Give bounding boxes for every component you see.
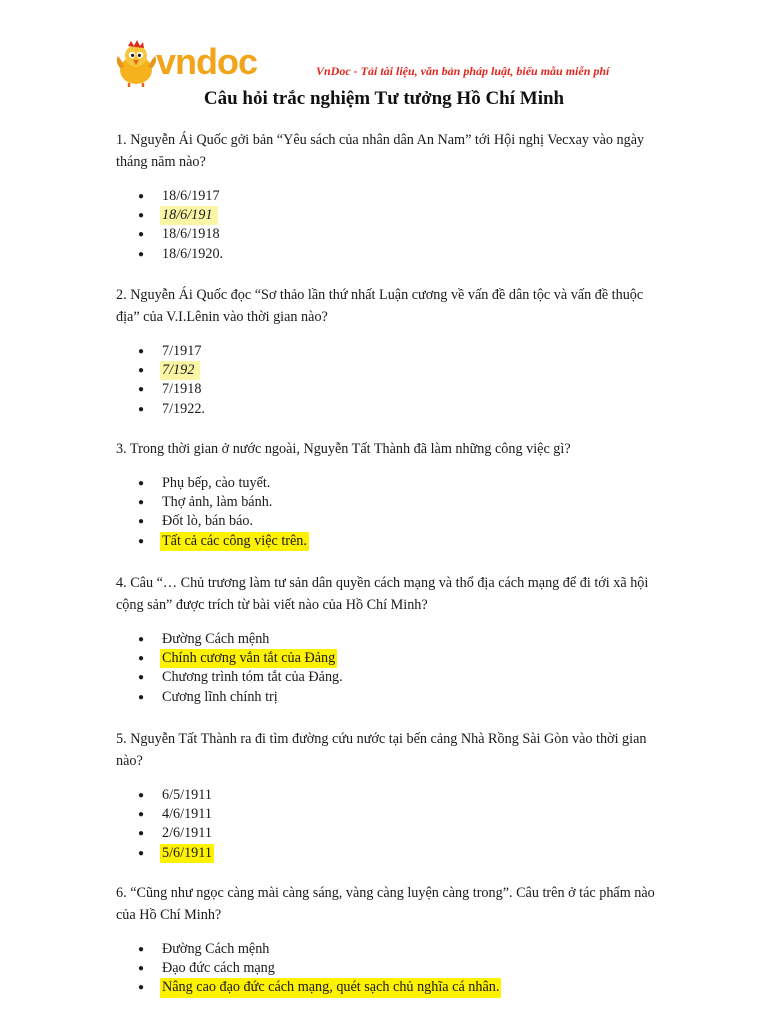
question-text: 1. Nguyễn Ái Quốc gởi bản “Yêu sách của nhân dân An Nam” tới Hội nghị Vecxay vào ngày tháng năm nào?	[116, 132, 645, 170]
answer-option: ● Đường Cách mệnh	[116, 940, 656, 959]
answer-option: ● Thợ ảnh, làm bánh.	[116, 493, 656, 512]
answer-option-highlighted: ● Chính cương vắn tắt của Đảng	[116, 649, 656, 668]
answer-option: ● 7/1918	[116, 380, 656, 399]
answer-option: ● 2/6/1911	[116, 824, 656, 843]
answer-list	[116, 342, 656, 419]
answer-option: ● 4/6/1911	[116, 805, 656, 824]
answer-option: ● 7/1922.	[116, 400, 656, 419]
question-text: 2. Nguyễn Ái Quốc đọc “Sơ thảo lần thứ nhất Luận cương về vấn đề dân tộc và vấn đề thuộc địa” của V.I.Lênin vào thời gian nào?	[116, 287, 644, 325]
question-text: 5. Nguyễn Tất Thành ra đi tìm đường cứu nước tại bến cảng Nhà Rồng Sài Gòn vào thời gian nào?	[116, 731, 647, 769]
question-2	[116, 284, 656, 419]
bullet-icon: ●	[138, 790, 145, 801]
bullet-icon: ●	[138, 944, 145, 955]
bullet-icon: ●	[138, 403, 145, 415]
answer-option-highlighted: ● 7/192	[116, 361, 656, 380]
answer-option: ● 18/6/1917	[116, 187, 656, 206]
answer-list	[116, 630, 656, 707]
bullet-icon: ●	[138, 634, 145, 645]
answer-option-highlighted: ● Tất cả các công việc trên.	[116, 532, 656, 551]
bullet-icon: ●	[138, 365, 145, 377]
chicken-mascot-icon	[114, 40, 160, 88]
answer-option: ● Phụ bếp, cào tuyết.	[116, 474, 656, 493]
bullet-icon: ●	[138, 497, 145, 509]
answer-list	[116, 187, 656, 264]
answer-option: ● 6/5/1911	[116, 786, 656, 805]
bullet-icon: ●	[138, 982, 145, 994]
answer-option-highlighted: ● Nâng cao đạo đức cách mạng, quét sạch chủ nghĩa cá nhân.	[116, 978, 656, 997]
bullet-icon: ●	[138, 248, 145, 260]
bullet-icon: ●	[138, 828, 145, 840]
question-5	[116, 728, 656, 863]
bullet-icon: ●	[138, 653, 145, 665]
answer-option-highlighted: ● 18/6/191	[116, 206, 656, 225]
bullet-icon: ●	[138, 384, 145, 396]
answer-option-highlighted: ● 5/6/1911	[116, 844, 656, 863]
answer-list	[116, 786, 656, 863]
bullet-icon: ●	[138, 809, 145, 821]
bullet-icon: ●	[138, 191, 145, 202]
bullet-icon: ●	[138, 672, 145, 684]
answer-option: ● 7/1917	[116, 342, 656, 361]
question-1	[116, 129, 656, 264]
bullet-icon: ●	[138, 229, 145, 241]
question-text: 3. Trong thời gian ở nước ngoài, Nguyễn Tất Thành đã làm những công việc gì?	[116, 441, 571, 457]
answer-option: ● Đốt lò, bán báo.	[116, 512, 656, 531]
answer-option: ● Đường Cách mệnh	[116, 630, 656, 649]
site-tagline: VnDoc - Tải tài liệu, văn bản pháp luật, biểu mẫu miễn phí	[316, 64, 610, 78]
answer-option: ● Cương lĩnh chính trị	[116, 688, 656, 707]
answer-list	[116, 940, 656, 998]
bullet-icon: ●	[138, 847, 145, 859]
bullet-icon: ●	[138, 535, 145, 547]
question-4	[116, 572, 656, 707]
answer-option: ● Đạo đức cách mạng	[116, 959, 656, 978]
bullet-icon: ●	[138, 210, 145, 222]
bullet-icon: ●	[138, 346, 145, 357]
question-text: 6. “Cũng như ngọc càng mài càng sáng, vàng càng luyện càng trong”. Câu trên ở tác phẩm nào của Hồ Chí Minh?	[116, 885, 655, 923]
bullet-icon: ●	[138, 478, 145, 489]
page-title: Câu hỏi trắc nghiệm Tư tưởng Hồ Chí Minh	[203, 88, 565, 109]
question-3	[116, 438, 656, 551]
question-6	[116, 882, 656, 998]
question-text: 4. Câu “… Chủ trương làm tư sản dân quyền cách mạng và thổ địa cách mạng để đi tới xã hội cộng sản” được trích từ bài viết nào của Hồ Chí Minh?	[116, 575, 649, 613]
answer-option: ● Chương trình tóm tắt của Đảng.	[116, 668, 656, 687]
vndoc-logo[interactable]	[114, 40, 264, 88]
bullet-icon: ●	[138, 516, 145, 528]
answer-option: ● 18/6/1918	[116, 225, 656, 244]
answer-option: ● 18/6/1920.	[116, 245, 656, 264]
logo-text: vndoc	[156, 41, 258, 82]
bullet-icon: ●	[138, 963, 145, 975]
bullet-icon: ●	[138, 691, 145, 703]
answer-list	[116, 474, 656, 551]
